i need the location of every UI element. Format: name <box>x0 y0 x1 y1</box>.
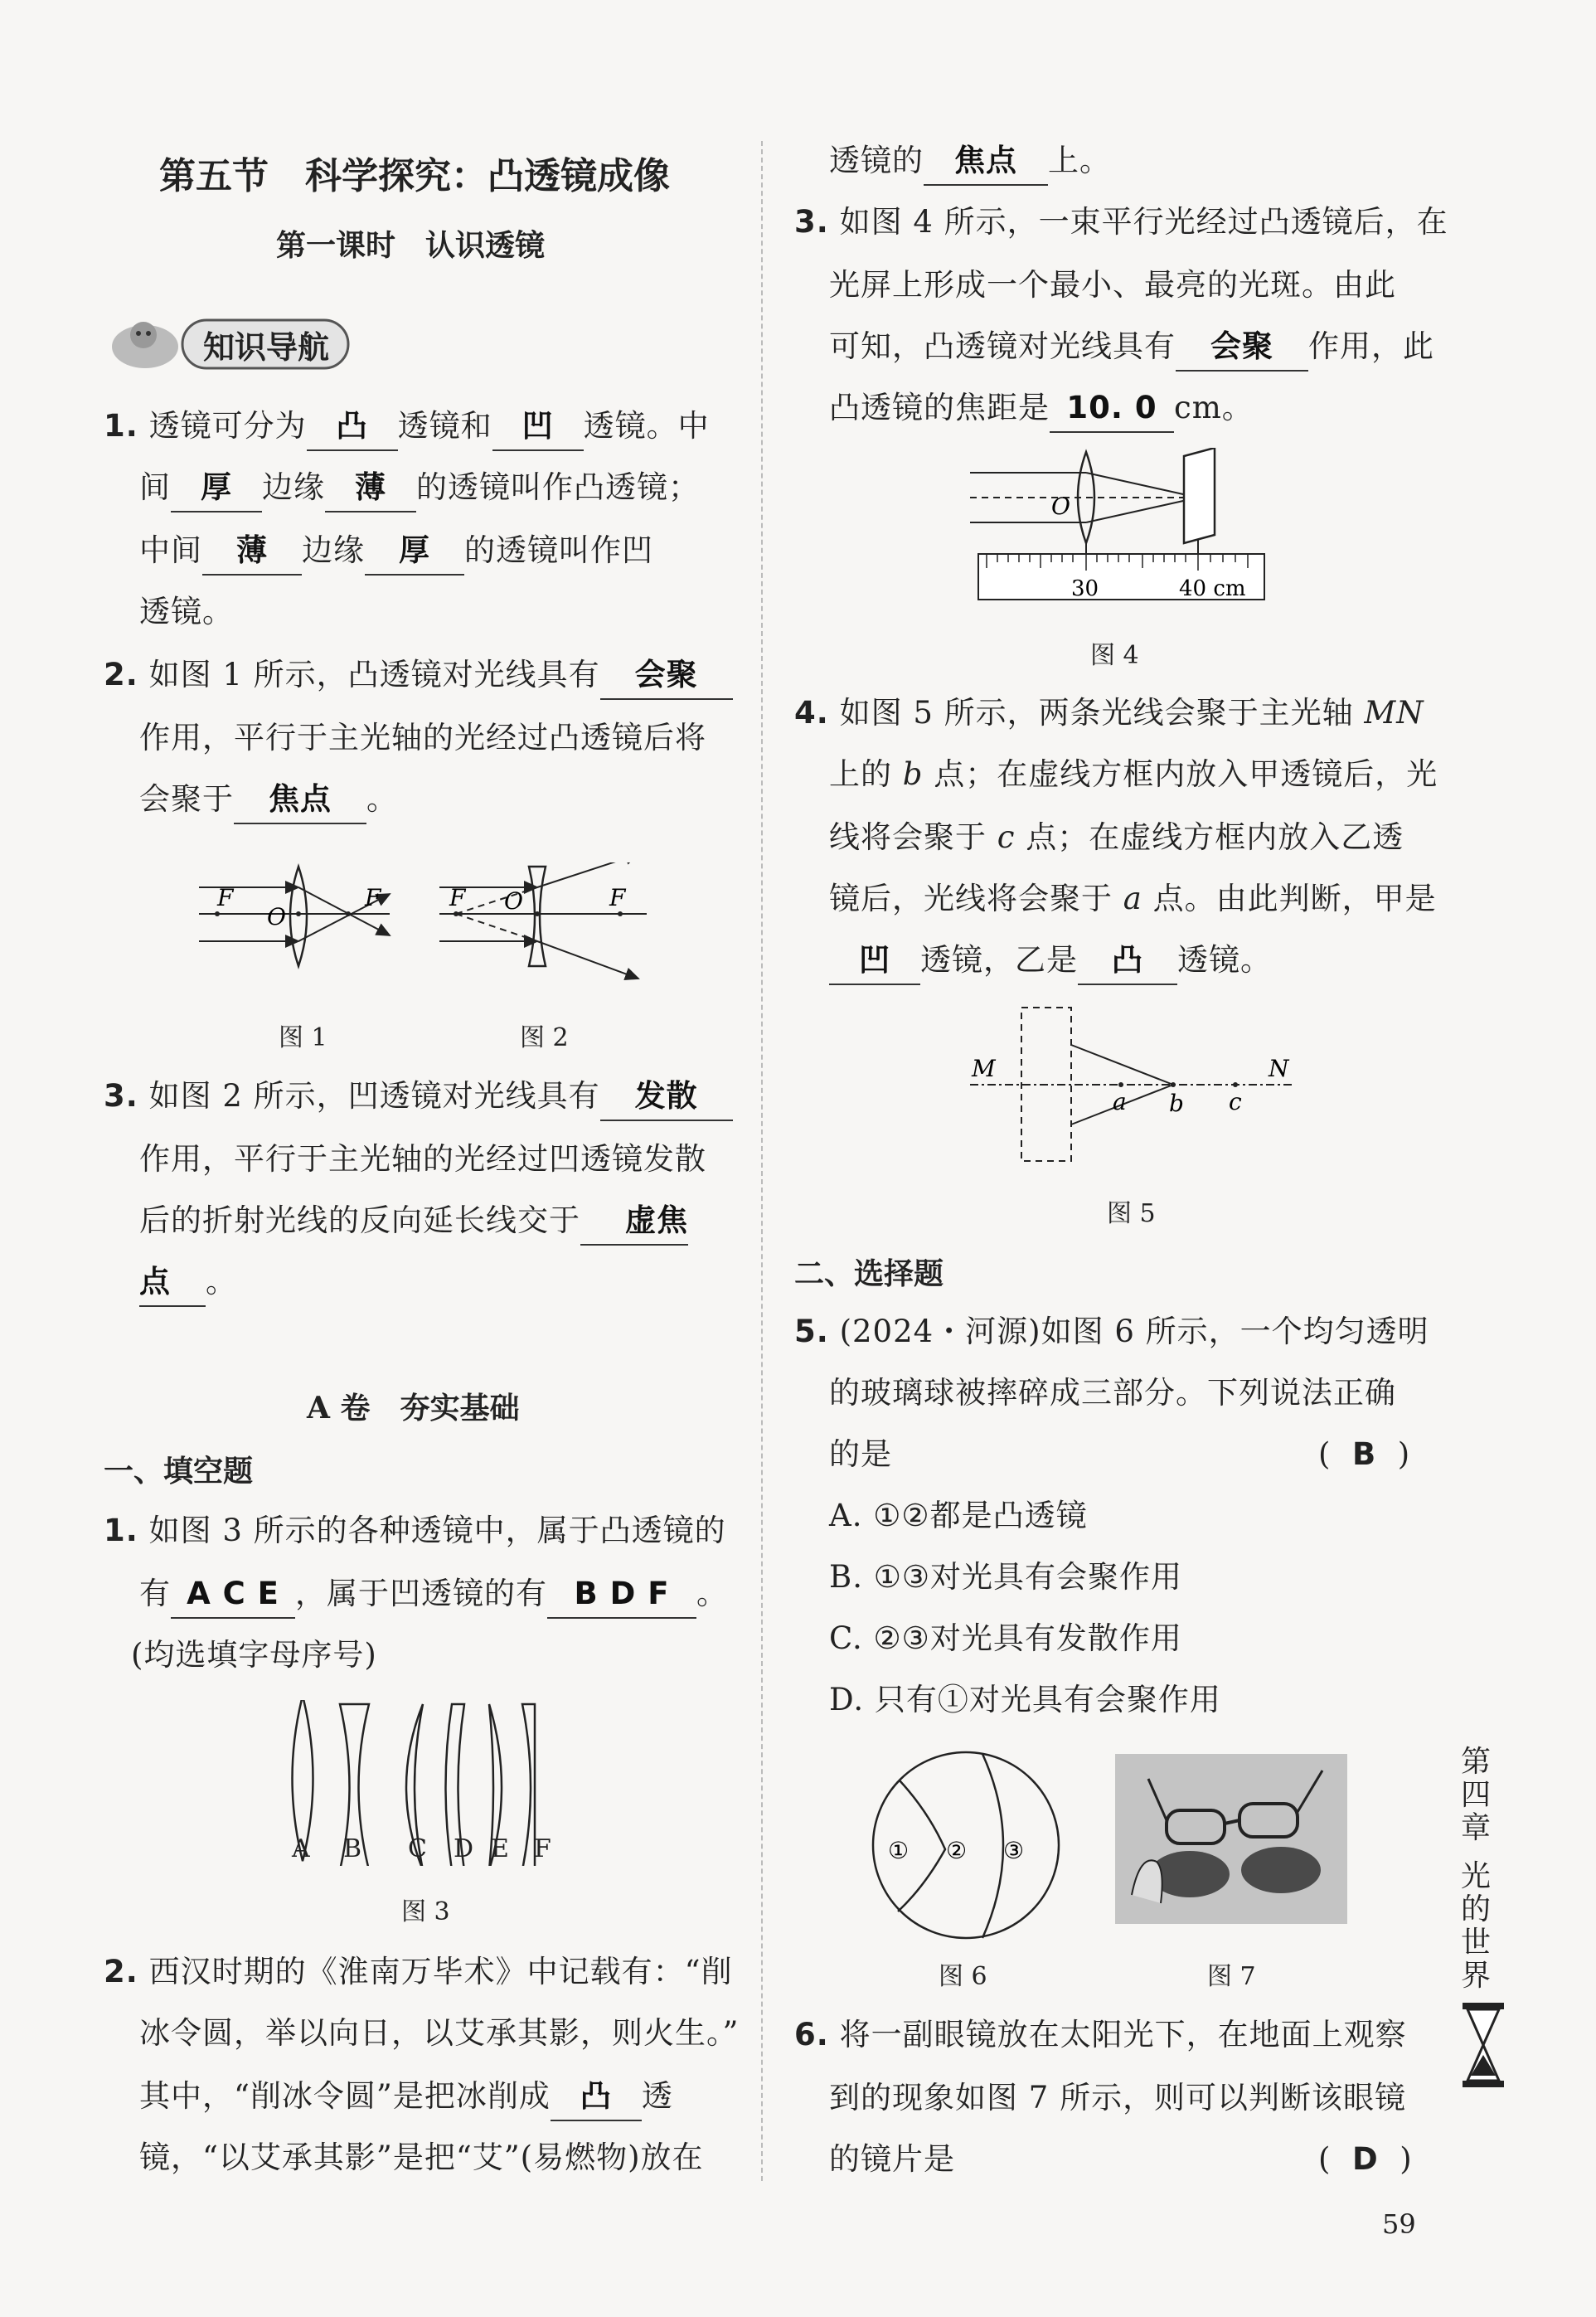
q5-line1: 5. (2024・河源)如图 6 所示，一个均匀透明 <box>794 1314 1429 1349</box>
q4-line2: 上的 b 点；在虚线方框内放入甲透镜后，光 <box>829 756 1438 792</box>
q2-continue: 透镜的 焦点 上。 <box>829 138 1111 186</box>
answer-blank: 点 <box>139 1259 206 1307</box>
k3-line2: 作用，平行于主光轴的光经过凹透镜发散 <box>139 1141 706 1177</box>
answer-blank: 薄 <box>202 527 302 576</box>
chapter-side-tab <box>1461 1746 1511 2096</box>
answer-blank: A C E <box>171 1571 295 1619</box>
column-divider <box>761 141 763 2181</box>
svg-text:a: a <box>1113 1088 1127 1115</box>
q1-line3: (均选填字母序号) <box>131 1637 377 1673</box>
section-title: 第五节 科学探究：凸透镜成像 <box>159 155 670 197</box>
focus-label: F <box>449 884 466 911</box>
q4-line5: 凹 透镜，乙是 凸 透镜。 <box>829 937 1272 985</box>
fig4-caption: 图 4 <box>1090 641 1139 670</box>
q2-line2: 冰令圆，举以向日，以艾承其影，则火生。” <box>139 2015 740 2051</box>
part2-heading: 二、选择题 <box>794 1257 944 1291</box>
focus-label: F <box>609 884 626 911</box>
answer-blank: B D F <box>547 1571 696 1619</box>
fig7-caption: 图 7 <box>1207 1962 1256 1991</box>
fig6-caption: 图 6 <box>939 1962 987 1991</box>
fig2-caption: 图 2 <box>520 1023 569 1052</box>
fig7-photo <box>1115 1754 1347 1924</box>
lens-f <box>522 1704 535 1866</box>
svg-text:N: N <box>1269 1055 1289 1082</box>
k3-line4: 点 。 <box>139 1259 237 1307</box>
answer-blank: 发散 <box>600 1073 733 1121</box>
q6-line3: 的镜片是 ( D ) <box>829 2136 1426 2183</box>
ruler-mark-40: 40 cm <box>1179 576 1246 601</box>
fig1-fig2-diagram <box>191 862 655 995</box>
answer-blank: 薄 <box>325 464 416 512</box>
topic-label: 光的世界 <box>1461 1859 1492 1993</box>
q5-option-d: D. 只有①对光具有会聚作用 <box>829 1682 1221 1717</box>
answer-blank: 虚焦 <box>580 1197 688 1246</box>
focus-label: F <box>217 884 234 911</box>
q5-line2: 的玻璃球被摔碎成三部分。下列说法正确 <box>829 1375 1396 1411</box>
k2-line1: 2. 如图 1 所示，凸透镜对光线具有 会聚 <box>104 652 733 700</box>
nav-badge-text: 知识导航 <box>203 329 330 366</box>
svg-text:②: ② <box>946 1837 968 1864</box>
knowledge-nav-badge <box>104 308 361 375</box>
answer-blank: 焦点 <box>924 138 1048 186</box>
q3-line4: 凸透镜的焦距是 10. 0 cm。 <box>829 385 1254 433</box>
q5-option-a: A. ①②都是凸透镜 <box>829 1498 1088 1533</box>
fig3-caption: 图 3 <box>401 1897 450 1926</box>
svg-text:M: M <box>972 1055 996 1082</box>
lens-center-label: O <box>1051 493 1070 520</box>
answer-blank: 厚 <box>365 527 464 576</box>
q1-line1: 1. 如图 3 所示的各种透镜中，属于凸透镜的 <box>104 1513 726 1548</box>
fig5-diagram <box>962 1003 1302 1169</box>
answer-bracket: ( D ) <box>1318 2141 1413 2177</box>
q6-line1: 6. 将一副眼镜放在太阳光下，在地面上观察 <box>794 2017 1407 2052</box>
focus-label: F <box>365 884 381 911</box>
screen <box>1184 448 1215 543</box>
q5-option-c: C. ②③对光具有发散作用 <box>829 1620 1182 1656</box>
fig1-convex-lens <box>199 867 390 966</box>
q2-line1: 2. 西汉时期的《淮南万毕术》中记载有：“削 <box>104 1954 733 1989</box>
q4-line3: 线将会聚于 c 点；在虚线方框内放入乙透 <box>829 819 1404 855</box>
answer-blank: 凸 <box>307 403 398 451</box>
chapter-label: 第四章 <box>1461 1745 1492 1845</box>
q5-option-b: B. ①③对光具有会聚作用 <box>829 1559 1183 1595</box>
q6-line2: 到的现象如图 7 所示，则可以判断该眼镜 <box>829 2080 1407 2115</box>
hourglass-icon <box>1461 2001 1511 2092</box>
fig6-glass-ball <box>866 1746 1065 1945</box>
fig4-diagram <box>962 448 1269 610</box>
center-label: O <box>504 887 523 915</box>
center-label: O <box>267 903 286 930</box>
q1-line2: 有 A C E ，属于凹透镜的有 B D F 。 <box>139 1571 728 1619</box>
k3-line1: 3. 如图 2 所示，凹透镜对光线具有 发散 <box>104 1073 733 1121</box>
answer-blank: 10. 0 <box>1050 385 1174 433</box>
q2-line4: 镜，“以艾承其影”是把“艾”(易燃物)放在 <box>139 2140 704 2175</box>
k2-line2: 作用，平行于主光轴的光经过凸透镜后将 <box>139 720 706 755</box>
svg-text:b: b <box>1169 1090 1184 1117</box>
answer-blank: 凸 <box>551 2073 642 2121</box>
section-a-heading: A 卷 夯实基础 <box>307 1391 520 1426</box>
q3-line2: 光屏上形成一个最小、最亮的光斑。由此 <box>829 267 1396 303</box>
k2-line3: 会聚于 焦点 。 <box>139 776 398 824</box>
q4-line1: 4. 如图 5 所示，两条光线会聚于主光轴 MN <box>794 695 1424 731</box>
answer-blank: 凹 <box>492 403 584 451</box>
k1-line1: 1. 透镜可分为 凸 透镜和 凹 透镜。中 <box>104 403 710 451</box>
k1-line3: 中间 薄 边缘 厚 的透镜叫作凹 <box>139 527 653 576</box>
svg-text:③: ③ <box>1003 1837 1025 1864</box>
answer-blank: 会聚 <box>600 652 733 700</box>
part1-heading: 一、填空题 <box>104 1455 254 1489</box>
q4-line4: 镜后，光线将会聚于 a 点。由此判断，甲是 <box>829 881 1437 916</box>
answer-bracket: ( B ) <box>1318 1436 1411 1472</box>
svg-text:c: c <box>1229 1088 1242 1115</box>
q3-line1: 3. 如图 4 所示，一束平行光经过凸透镜后，在 <box>794 204 1448 240</box>
fig1-caption: 图 1 <box>279 1023 327 1052</box>
ruler-mark-30: 30 <box>1071 576 1099 601</box>
answer-blank: 厚 <box>171 464 262 512</box>
k3-line3: 后的折射光线的反向延长线交于 虚焦 <box>139 1197 688 1246</box>
lesson-title: 第一课时 认识透镜 <box>276 229 546 263</box>
k1-line4: 透镜。 <box>139 594 234 629</box>
answer-blank: 焦点 <box>234 776 366 824</box>
answer-blank: 凸 <box>1078 937 1177 985</box>
q5-line3: 的是 ( B ) <box>829 1431 1426 1478</box>
answer-blank: 会聚 <box>1176 323 1308 372</box>
k1-line2: 间 厚 边缘 薄 的透镜叫作凸透镜； <box>139 464 700 512</box>
q2-line3: 其中，“削冰令圆”是把冰削成 凸 透 <box>139 2073 673 2121</box>
glasses-shadow-icon <box>1115 1754 1347 1924</box>
fig2-concave-lens <box>439 862 647 979</box>
q3-line3: 可知，凸透镜对光线具有 会聚 作用，此 <box>829 323 1434 372</box>
answer-blank: 凹 <box>829 937 920 985</box>
svg-text:①: ① <box>888 1837 910 1864</box>
fig5-caption: 图 5 <box>1107 1199 1156 1228</box>
page-number: 59 <box>1382 2208 1416 2240</box>
